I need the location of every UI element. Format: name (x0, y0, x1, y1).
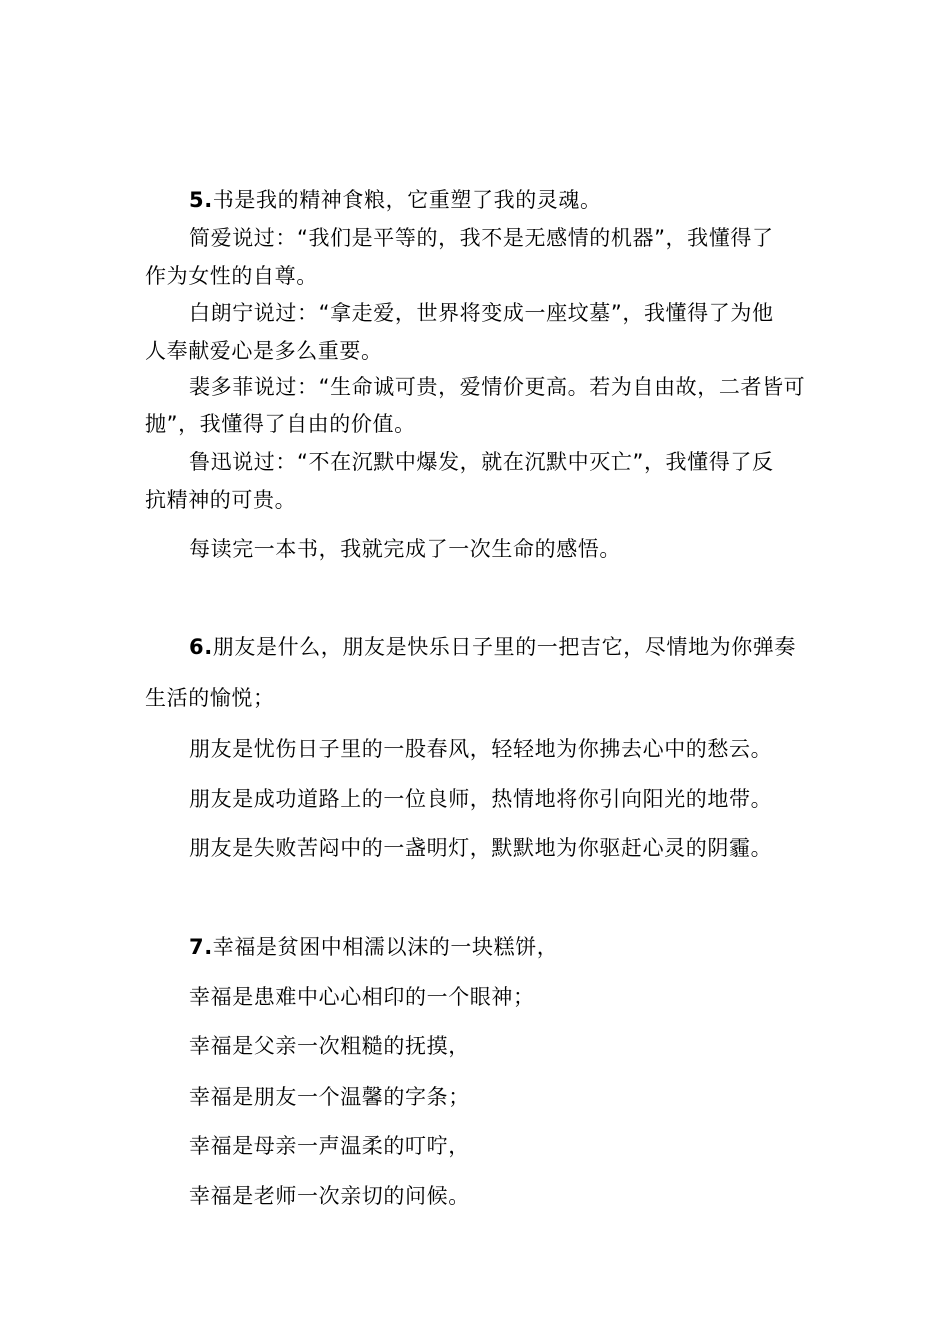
section-6-line-1 (189, 633, 796, 661)
section-6-line-1-text: 朋友是什么，朋友是快乐日子里的一把吉它，尽情地为你弹奏 (212, 635, 796, 659)
section-5-paragraph-1-line-1: 简爱说过：“我们是平等的，我不是无感情的机器”，我懂得了 (189, 226, 774, 250)
section-6-line-4: 朋友是成功道路上的一位良师，热情地将你引向阳光的地带。 (189, 787, 773, 811)
section-7-line-5: 幸福是母亲一声温柔的叮咛， (189, 1134, 470, 1158)
section-5-paragraph-3-line-2: 抛”，我懂得了自由的价值。 (145, 412, 416, 436)
section-7-line-2: 幸福是患难中心心相印的一个眼神； (189, 985, 535, 1009)
section-6-line-3: 朋友是忧伤日子里的一股春风，轻轻地为你拂去心中的愁云。 (189, 737, 773, 761)
section-5-paragraph-1-line-2: 作为女性的自尊。 (145, 264, 318, 288)
section-5-paragraph-2-line-1: 白朗宁说过：“拿走爱，世界将变成一座坟墓”，我懂得了为他 (189, 301, 774, 325)
section-7-line-3: 幸福是父亲一次粗糙的抚摸， (189, 1034, 470, 1058)
section-6-line-5: 朋友是失败苦闷中的一盏明灯，默默地为你驱赶心灵的阴霾。 (189, 836, 773, 860)
section-5-paragraph-3-line-1: 裴多菲说过：“生命诚可贵，爱情价更高。若为自由故，二者皆可 (189, 375, 806, 399)
section-7-line-1 (189, 933, 558, 961)
section-5-heading-text: 书是我的精神食粮，它重塑了我的灵魂。 (212, 188, 602, 212)
section-5-paragraph-4-line-1: 鲁迅说过：“不在沉默中爆发，就在沉默中灭亡”，我懂得了反 (189, 450, 774, 474)
section-5-heading (189, 186, 602, 214)
section-7-line-6: 幸福是老师一次亲切的问候。 (189, 1184, 470, 1208)
section-7-number: 7. (189, 935, 213, 959)
section-7-line-1-text: 幸福是贫困中相濡以沫的一块糕饼， (212, 935, 559, 959)
section-5-paragraph-2-line-2: 人奉献爱心是多么重要。 (145, 339, 383, 363)
section-5-closing: 每读完一本书，我就完成了一次生命的感悟。 (189, 537, 621, 561)
section-5-paragraph-4-line-2: 抗精神的可贵。 (145, 488, 297, 512)
section-7-line-4: 幸福是朋友一个温馨的字条； (189, 1085, 470, 1109)
section-6-line-2: 生活的愉悦； (145, 686, 275, 710)
section-5-number: 5. (189, 188, 213, 212)
section-6-number: 6. (189, 635, 213, 659)
